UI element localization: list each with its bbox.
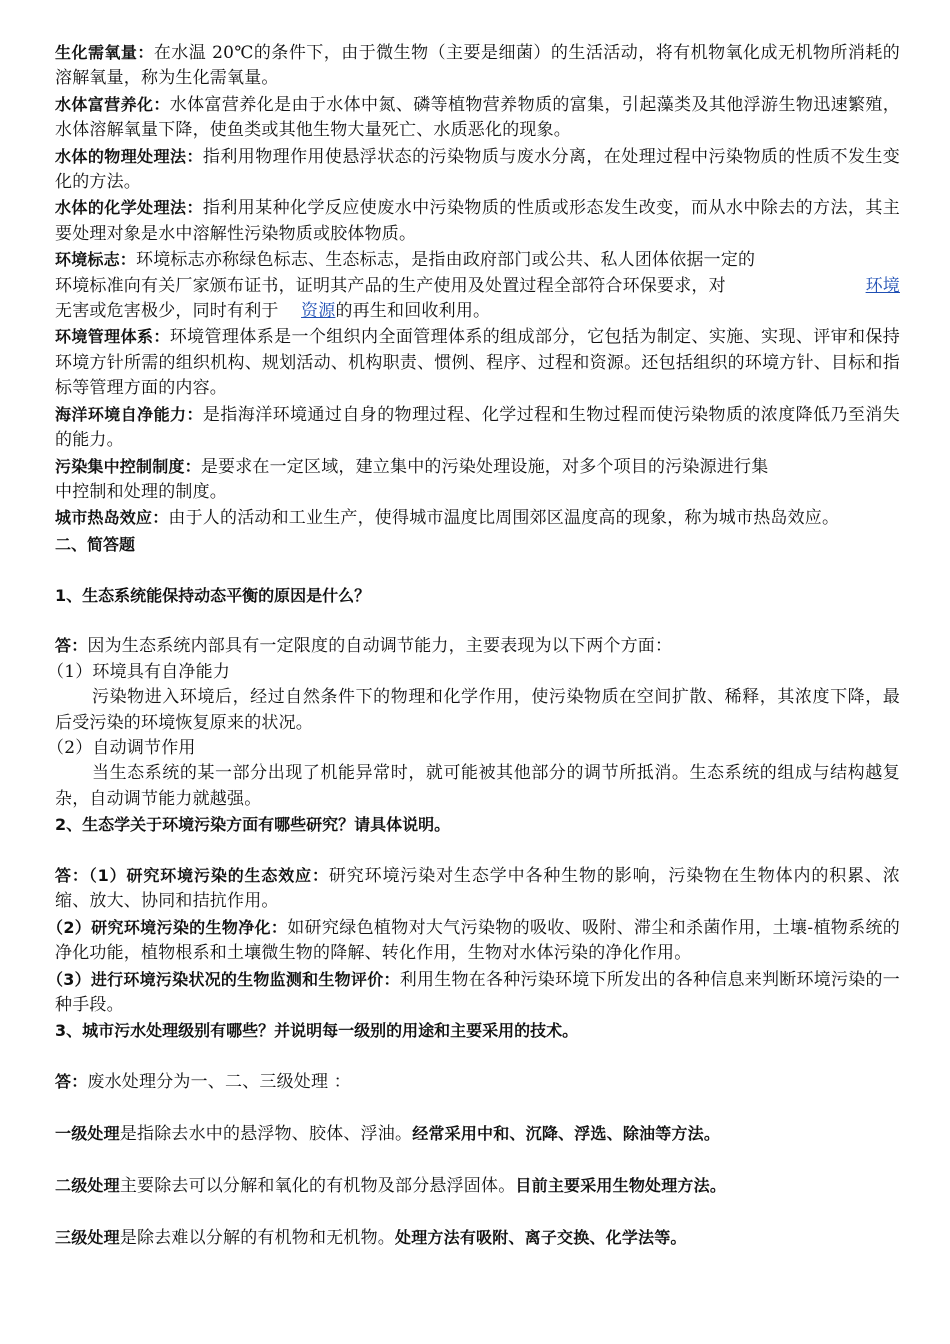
term-label: 水体的化学处理法：	[55, 198, 203, 218]
answer-3-level-3	[55, 1225, 900, 1251]
answer-1-point-1-text: 污染物进入环境后，经过自然条件下的物理和化学作用，使污染物质在空间扩散、稀释，其浓度下降，最后受污染的环境恢复原来的状况。	[55, 687, 900, 733]
spacer	[55, 557, 900, 582]
definition-text: 指利用某种化学反应使废水中污染物质的性质或形态发生改变，而从水中除去的方法，其主要处理对象是水中溶解性污染物质或胶体物质。	[55, 198, 900, 244]
answer-3-level-1	[55, 1121, 900, 1147]
centralized-control-text-1: 是要求在一定区域，建立集中的污染处理设施，对多个项目的污染源进行集	[200, 456, 769, 477]
env-label-text-3b: 的再生和回收利用。	[335, 301, 491, 322]
term-label: 水体的物理处理法：	[55, 146, 203, 166]
level-term: 二级处理	[55, 1175, 120, 1195]
definition-heat-island	[55, 505, 900, 531]
question-3: 3、城市污水处理级别有哪些？并说明每一级别的用途和主要采用的技术。	[55, 1021, 579, 1041]
definition-text: 环境管理体系是一个组织内全面管理体系的组成部分，它包括为制定、实施、实现、评审和保持环境方针所需的组织机构、规划活动、机构职责、惯例、程序、过程和资源。还包括组织的环境方针、目标和指标等管理方面的内容。	[55, 327, 900, 399]
answer-label: 答：	[55, 636, 88, 656]
answer-2-item-2	[47, 915, 900, 967]
env-label-line-1	[55, 247, 900, 273]
term-label: 环境管理体系：	[55, 327, 170, 347]
centralized-control-line-1	[55, 454, 900, 480]
question-1: 1、生态系统能保持动态平衡的原因是什么？	[55, 585, 371, 605]
answer-text: 废水处理分为一、二、三级处理 ：	[87, 1072, 352, 1093]
level-methods: 经常采用中和、沉降、浮选、除油等方法。	[412, 1123, 721, 1143]
spacer	[55, 1044, 900, 1069]
definition-ems	[55, 324, 900, 401]
level-term: 三级处理	[55, 1227, 120, 1247]
document-page	[47, 40, 901, 1251]
level-text: 是除去难以分解的有机物和无机物。	[119, 1227, 396, 1248]
section-title: 二、简答题	[55, 534, 136, 554]
definition-bod	[55, 40, 900, 92]
level-methods: 目前主要采用生物处理方法。	[515, 1175, 727, 1195]
definition-text: 是指海洋环境通过自身的物理过程、化学过程和生物过程而使污染物质的浓度降低乃至消失的能力。	[55, 404, 900, 451]
centralized-control-text-2: 中控制和处理的制度。	[55, 481, 227, 502]
env-label-text-3a: 无害或危害极少，同时有利于	[55, 301, 279, 322]
spacer	[55, 1199, 900, 1224]
spacer	[55, 1096, 900, 1121]
definition-physical-treatment	[55, 144, 900, 196]
answer-item-title: （3）进行环境污染状况的生物监测和生物评价：	[47, 969, 400, 989]
term-label: 生化需氧量：	[55, 43, 154, 62]
level-text: 主要除去可以分解和氧化的有机物及部分悬浮固体。	[119, 1175, 516, 1196]
answer-label: 答：	[55, 865, 89, 885]
definition-env-label	[55, 247, 900, 324]
definition-eutrophication	[55, 92, 900, 144]
environment-link[interactable]: 环境	[865, 275, 900, 296]
answer-2-item-1	[55, 863, 900, 915]
answer-1-point-2-text: 当生态系统的某一部分出现了机能异常时，就可能被其他部分的调节所抵消。生态系统的组成与结构越复杂，自动调节能力就越强。	[55, 763, 900, 809]
level-methods: 处理方法有吸附、离子交换、化学法等。	[395, 1227, 687, 1247]
term-label: 海洋环境自净能力：	[55, 404, 203, 424]
env-label-line-3	[55, 299, 900, 324]
definition-ocean-self-purification	[55, 402, 900, 454]
term-label: 水体富营养化：	[55, 94, 170, 114]
answer-1-intro	[55, 633, 900, 659]
answer-2-item-3	[47, 967, 900, 1019]
definition-chemical-treatment	[55, 195, 900, 247]
centralized-control-line-2	[55, 480, 900, 505]
answer-item-title: （1）研究环境污染的生态效应：	[88, 865, 329, 885]
answer-1-point-2-title: （2）自动调节作用	[47, 737, 196, 758]
definition-text: 指利用物理作用使悬浮状态的污染物质与废水分离，在处理过程中污染物质的性质不发生变化的方法。	[55, 146, 900, 193]
answer-label: 答：	[55, 1072, 88, 1092]
answer-item-text: 如研究绿色植物对大气污染物的吸收、吸附、滞尘和杀菌作用，土壤-植物系统的净化功能，植物根系和土壤微生物的降解、转化作用，生物对水体污染的净化作用。	[55, 917, 900, 964]
term-label: 城市热岛效应：	[55, 508, 169, 528]
level-text: 是指除去水中的悬浮物、胶体、浮油。	[119, 1123, 413, 1144]
answer-3-intro	[55, 1069, 900, 1095]
definition-text: 水体富营养化是由于水体中氮、磷等植物营养物质的富集，引起藻类及其他浮游生物迅速繁殖，水体溶解氧量下降，使鱼类或其他生物大量死亡、水质恶化的现象。	[55, 94, 900, 141]
answer-3-level-2	[55, 1173, 900, 1199]
env-label-text-2: 环境标准向有关厂家颁布证书，证明其产品的生产使用及处置过程全部符合环保要求，对	[55, 275, 726, 296]
answer-item-text: 利用生物在各种污染环境下所发出的各种信息来判断环境污染的一种手段。	[55, 969, 900, 1015]
answer-1-point-1-title: （1）环境具有自净能力	[47, 661, 231, 682]
env-label-text-1: 环境标志亦称绿色标志、生态标志，是指由政府部门或公共、私人团体依据一定的	[136, 250, 756, 271]
answer-item-title: （2）研究环境污染的生物净化：	[47, 917, 288, 937]
spacer	[55, 1147, 900, 1172]
term-label: 环境标志：	[55, 250, 137, 270]
level-term: 一级处理	[55, 1123, 120, 1143]
env-label-line-2	[55, 274, 900, 299]
definition-text: 在水温 20℃的条件下，由于微生物（主要是细菌）的生活活动，将有机物氧化成无机物所消耗的溶解氧量，称为生化需氧量。	[55, 43, 900, 89]
definition-text: 由于人的活动和工业生产，使得城市温度比周围郊区温度高的现象，称为城市热岛效应。	[168, 508, 840, 529]
spacer	[55, 838, 900, 863]
resource-link[interactable]: 资源	[301, 301, 336, 322]
term-label: 污染集中控制制度：	[55, 456, 201, 476]
answer-text: 因为生态系统内部具有一定限度的自动调节能力，主要表现为以下两个方面：	[87, 636, 673, 657]
question-2: 2、生态学关于环境污染方面有哪些研究？请具体说明。	[55, 815, 451, 835]
definition-centralized-control	[55, 454, 900, 506]
spacer	[55, 608, 900, 633]
answer-item-text: 研究环境污染对生态学中各种生物的影响，污染物在生物体内的积累、浓缩、放大、协同和拮抗作用。	[55, 865, 901, 912]
